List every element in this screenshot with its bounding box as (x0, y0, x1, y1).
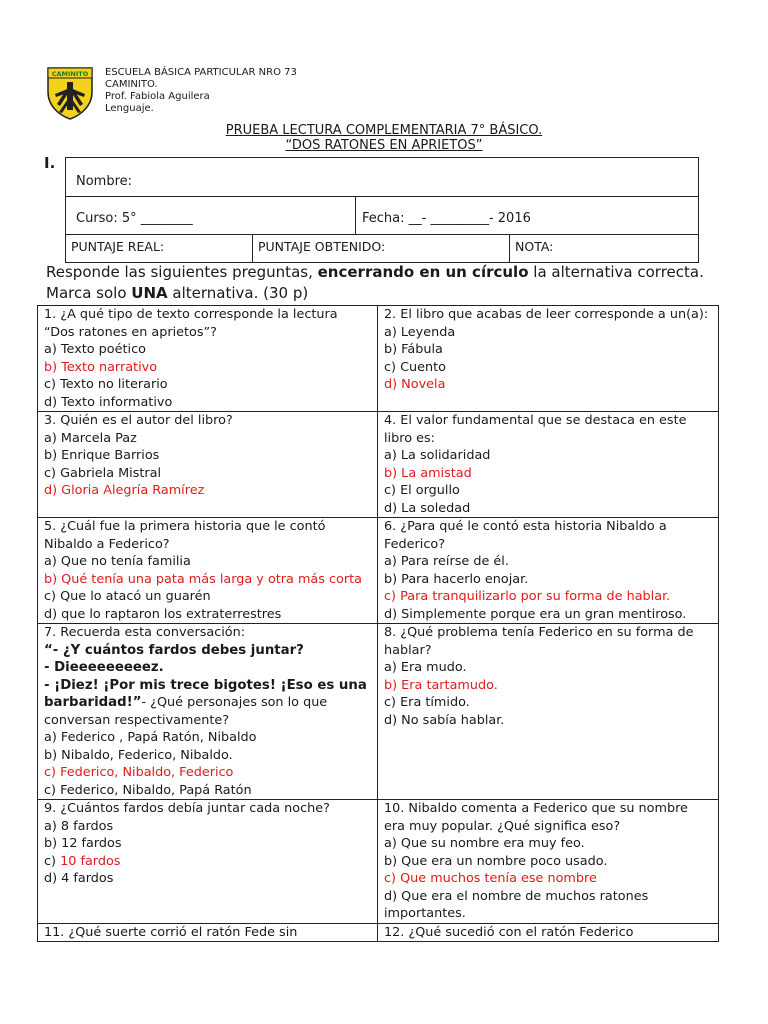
question-10-option-a[interactable]: a) Que su nombre era muy feo. (384, 836, 585, 851)
question-7-continuation: - ¿Qué personajes son lo que conversan respectivamente? (44, 695, 328, 728)
question-5-option-d[interactable]: d) que lo raptaron los extraterrestres (44, 606, 282, 622)
question-10 (378, 800, 719, 924)
question-1-option-b[interactable]: b) Texto narrativo (44, 359, 158, 375)
question-9 (38, 800, 378, 924)
question-1-option-d[interactable]: d) Texto informativo (44, 394, 173, 410)
instructions (46, 262, 726, 304)
question-5 (38, 518, 378, 624)
question-7-option-d[interactable]: c) Federico, Nibaldo, Papá Ratón (44, 782, 252, 798)
question-6 (378, 518, 719, 624)
question-1-option-c[interactable]: c) Texto no literario (44, 377, 168, 392)
question-1-text: 1. ¿A qué tipo de texto corresponde la lectura “Dos ratones en aprietos”? (44, 307, 338, 340)
question-5-option-c[interactable]: c) Que lo atacó un guarén (44, 589, 211, 604)
question-9-option-b[interactable]: b) 12 fardos (44, 836, 122, 851)
question-3-option-a[interactable]: a) Marcela Paz (44, 430, 137, 446)
student-info-table (65, 157, 699, 263)
question-4-option-a[interactable]: a) La solidaridad (384, 448, 491, 463)
question-12-text: 12. ¿Qué sucedió con el ratón Federico (384, 924, 634, 940)
instructions-part1: Responde las siguientes preguntas, (46, 263, 318, 281)
question-7-option-a[interactable]: a) Federico , Papá Ratón, Nibaldo (44, 730, 257, 745)
logo-text: CAMINITO (51, 70, 89, 78)
question-3-option-d[interactable]: d) Gloria Alegría Ramírez (44, 483, 205, 498)
test-subtitle: “DOS RATONES EN APRIETOS” (285, 138, 483, 153)
question-7-dialogue-3-quote: - ¡Diez! ¡Por mis trece bigotes! ¡Eso es una barbaridad!” (44, 677, 367, 710)
question-9-option-c-text: 10 fardos (60, 853, 121, 869)
table-row (38, 624, 719, 800)
question-8-option-b[interactable]: b) Era tartamudo. (384, 677, 498, 693)
date-field[interactable]: Fecha: __- _________- 2016 (362, 211, 531, 226)
question-2-option-d[interactable]: d) Novela (384, 377, 446, 392)
question-8-option-c[interactable]: c) Era tímido. (384, 695, 470, 710)
test-title: PRUEBA LECTURA COMPLEMENTARIA 7° BÁSICO. (225, 123, 543, 138)
question-2-option-b[interactable]: b) Fábula (384, 342, 443, 357)
question-10-option-b[interactable]: b) Que era un nombre poco usado. (384, 853, 608, 869)
question-8-text: 8. ¿Qué problema tenía Federico en su forma de hablar? (384, 625, 694, 658)
question-12 (378, 923, 719, 942)
obtained-score-field[interactable]: PUNTAJE OBTENIDO: (253, 235, 510, 262)
question-1 (38, 306, 378, 412)
question-1-option-a[interactable]: a) Texto poético (44, 342, 146, 357)
course-field[interactable]: Curso: 5° ________ (66, 197, 356, 234)
question-5-option-b[interactable]: b) Qué tenía una pata más larga y otra más corta (44, 571, 362, 587)
school-info (105, 67, 297, 115)
question-11-text: 11. ¿Qué suerte corrió el ratón Fede sin (44, 924, 298, 940)
question-5-option-a[interactable]: a) Que no tenía familia (44, 554, 191, 569)
school-crest-logo (45, 66, 95, 120)
question-9-option-d[interactable]: d) 4 fardos (44, 871, 114, 886)
table-row (38, 412, 719, 518)
question-7-option-c[interactable]: c) Federico, Nibaldo, Federico (44, 765, 234, 780)
question-5-text: 5. ¿Cuál fue la primera historia que le contó Nibaldo a Federico? (44, 519, 326, 552)
questions-table (37, 305, 719, 942)
question-10-text: 10. Nibaldo comenta a Federico que su nombre era muy popular. ¿Qué significa eso? (384, 801, 688, 834)
question-6-option-a[interactable]: a) Para reírse de él. (384, 554, 509, 569)
question-6-option-d[interactable]: d) Simplemente porque era un gran mentiroso. (384, 606, 687, 622)
question-7-dialogue-1: “- ¿Y cuántos fardos debes juntar? (44, 642, 304, 658)
question-7-dialogue-2: - Dieeeeeeeeez. (44, 660, 164, 675)
question-3 (38, 412, 378, 518)
question-6-option-c[interactable]: c) Para tranquilizarlo por su forma de hablar. (384, 589, 671, 604)
question-4-text: 4. El valor fundamental que se destaca en este libro es: (384, 413, 687, 446)
question-2-option-c[interactable]: c) Cuento (384, 359, 446, 375)
question-10-option-c[interactable]: c) Que muchos tenía ese nombre (384, 871, 597, 886)
instructions-part3: la alternativa correcta. Marca solo (46, 263, 704, 302)
question-3-text: 3. Quién es el autor del libro? (44, 413, 233, 428)
school-name: ESCUELA BÁSICA PARTICULAR NRO 73 (105, 67, 297, 78)
question-9-option-c[interactable] (44, 853, 371, 871)
name-field[interactable]: Nombre: (76, 174, 133, 189)
question-4-option-c[interactable]: c) El orgullo (384, 483, 460, 498)
question-3-option-c[interactable]: c) Gabriela Mistral (44, 465, 162, 481)
question-4-option-d[interactable]: d) La soledad (384, 500, 471, 516)
question-9-option-a[interactable]: a) 8 fardos (44, 818, 114, 834)
question-2-option-a[interactable]: a) Leyenda (384, 324, 456, 340)
question-8 (378, 624, 719, 800)
question-9-option-c-prefix: c) (44, 853, 61, 869)
grade-field[interactable]: NOTA: (515, 239, 554, 254)
real-score-field[interactable]: PUNTAJE REAL: (66, 235, 253, 262)
instructions-part5: alternativa. (30 p) (167, 284, 309, 302)
table-row (38, 923, 719, 942)
instructions-part2: encerrando en un círculo (317, 263, 529, 281)
question-4 (378, 412, 719, 518)
question-8-option-a[interactable]: a) Era mudo. (384, 660, 467, 675)
question-6-option-b[interactable]: b) Para hacerlo enojar. (384, 571, 529, 587)
question-2-text: 2. El libro que acabas de leer corresponde a un(a): (384, 307, 709, 322)
table-row (38, 800, 719, 924)
school-place: CAMINITO. (105, 79, 158, 90)
table-row (38, 306, 719, 412)
subject-name: Lenguaje. (105, 103, 154, 114)
question-9-text: 9. ¿Cuántos fardos debía juntar cada noche? (44, 801, 330, 816)
instructions-part4: UNA (131, 284, 168, 302)
question-6-text: 6. ¿Para qué le contó esta historia Nibaldo a Federico? (384, 519, 667, 552)
question-4-option-b[interactable]: b) La amistad (384, 465, 472, 481)
question-10-option-d[interactable]: d) Que era el nombre de muchos ratones importantes. (384, 888, 649, 921)
question-3-option-b[interactable]: b) Enrique Barrios (44, 448, 160, 463)
question-7-dialogue-3 (44, 677, 371, 730)
section-number: I. (44, 154, 56, 172)
question-11 (38, 923, 378, 942)
teacher-name: Prof. Fabiola Aguilera (105, 91, 210, 102)
question-7 (38, 624, 378, 800)
question-7-option-b[interactable]: b) Nibaldo, Federico, Nibaldo. (44, 747, 233, 763)
question-7-text: 7. Recuerda esta conversación: (44, 625, 246, 640)
table-row (38, 518, 719, 624)
question-8-option-d[interactable]: d) No sabía hablar. (384, 712, 505, 728)
question-2 (378, 306, 719, 412)
